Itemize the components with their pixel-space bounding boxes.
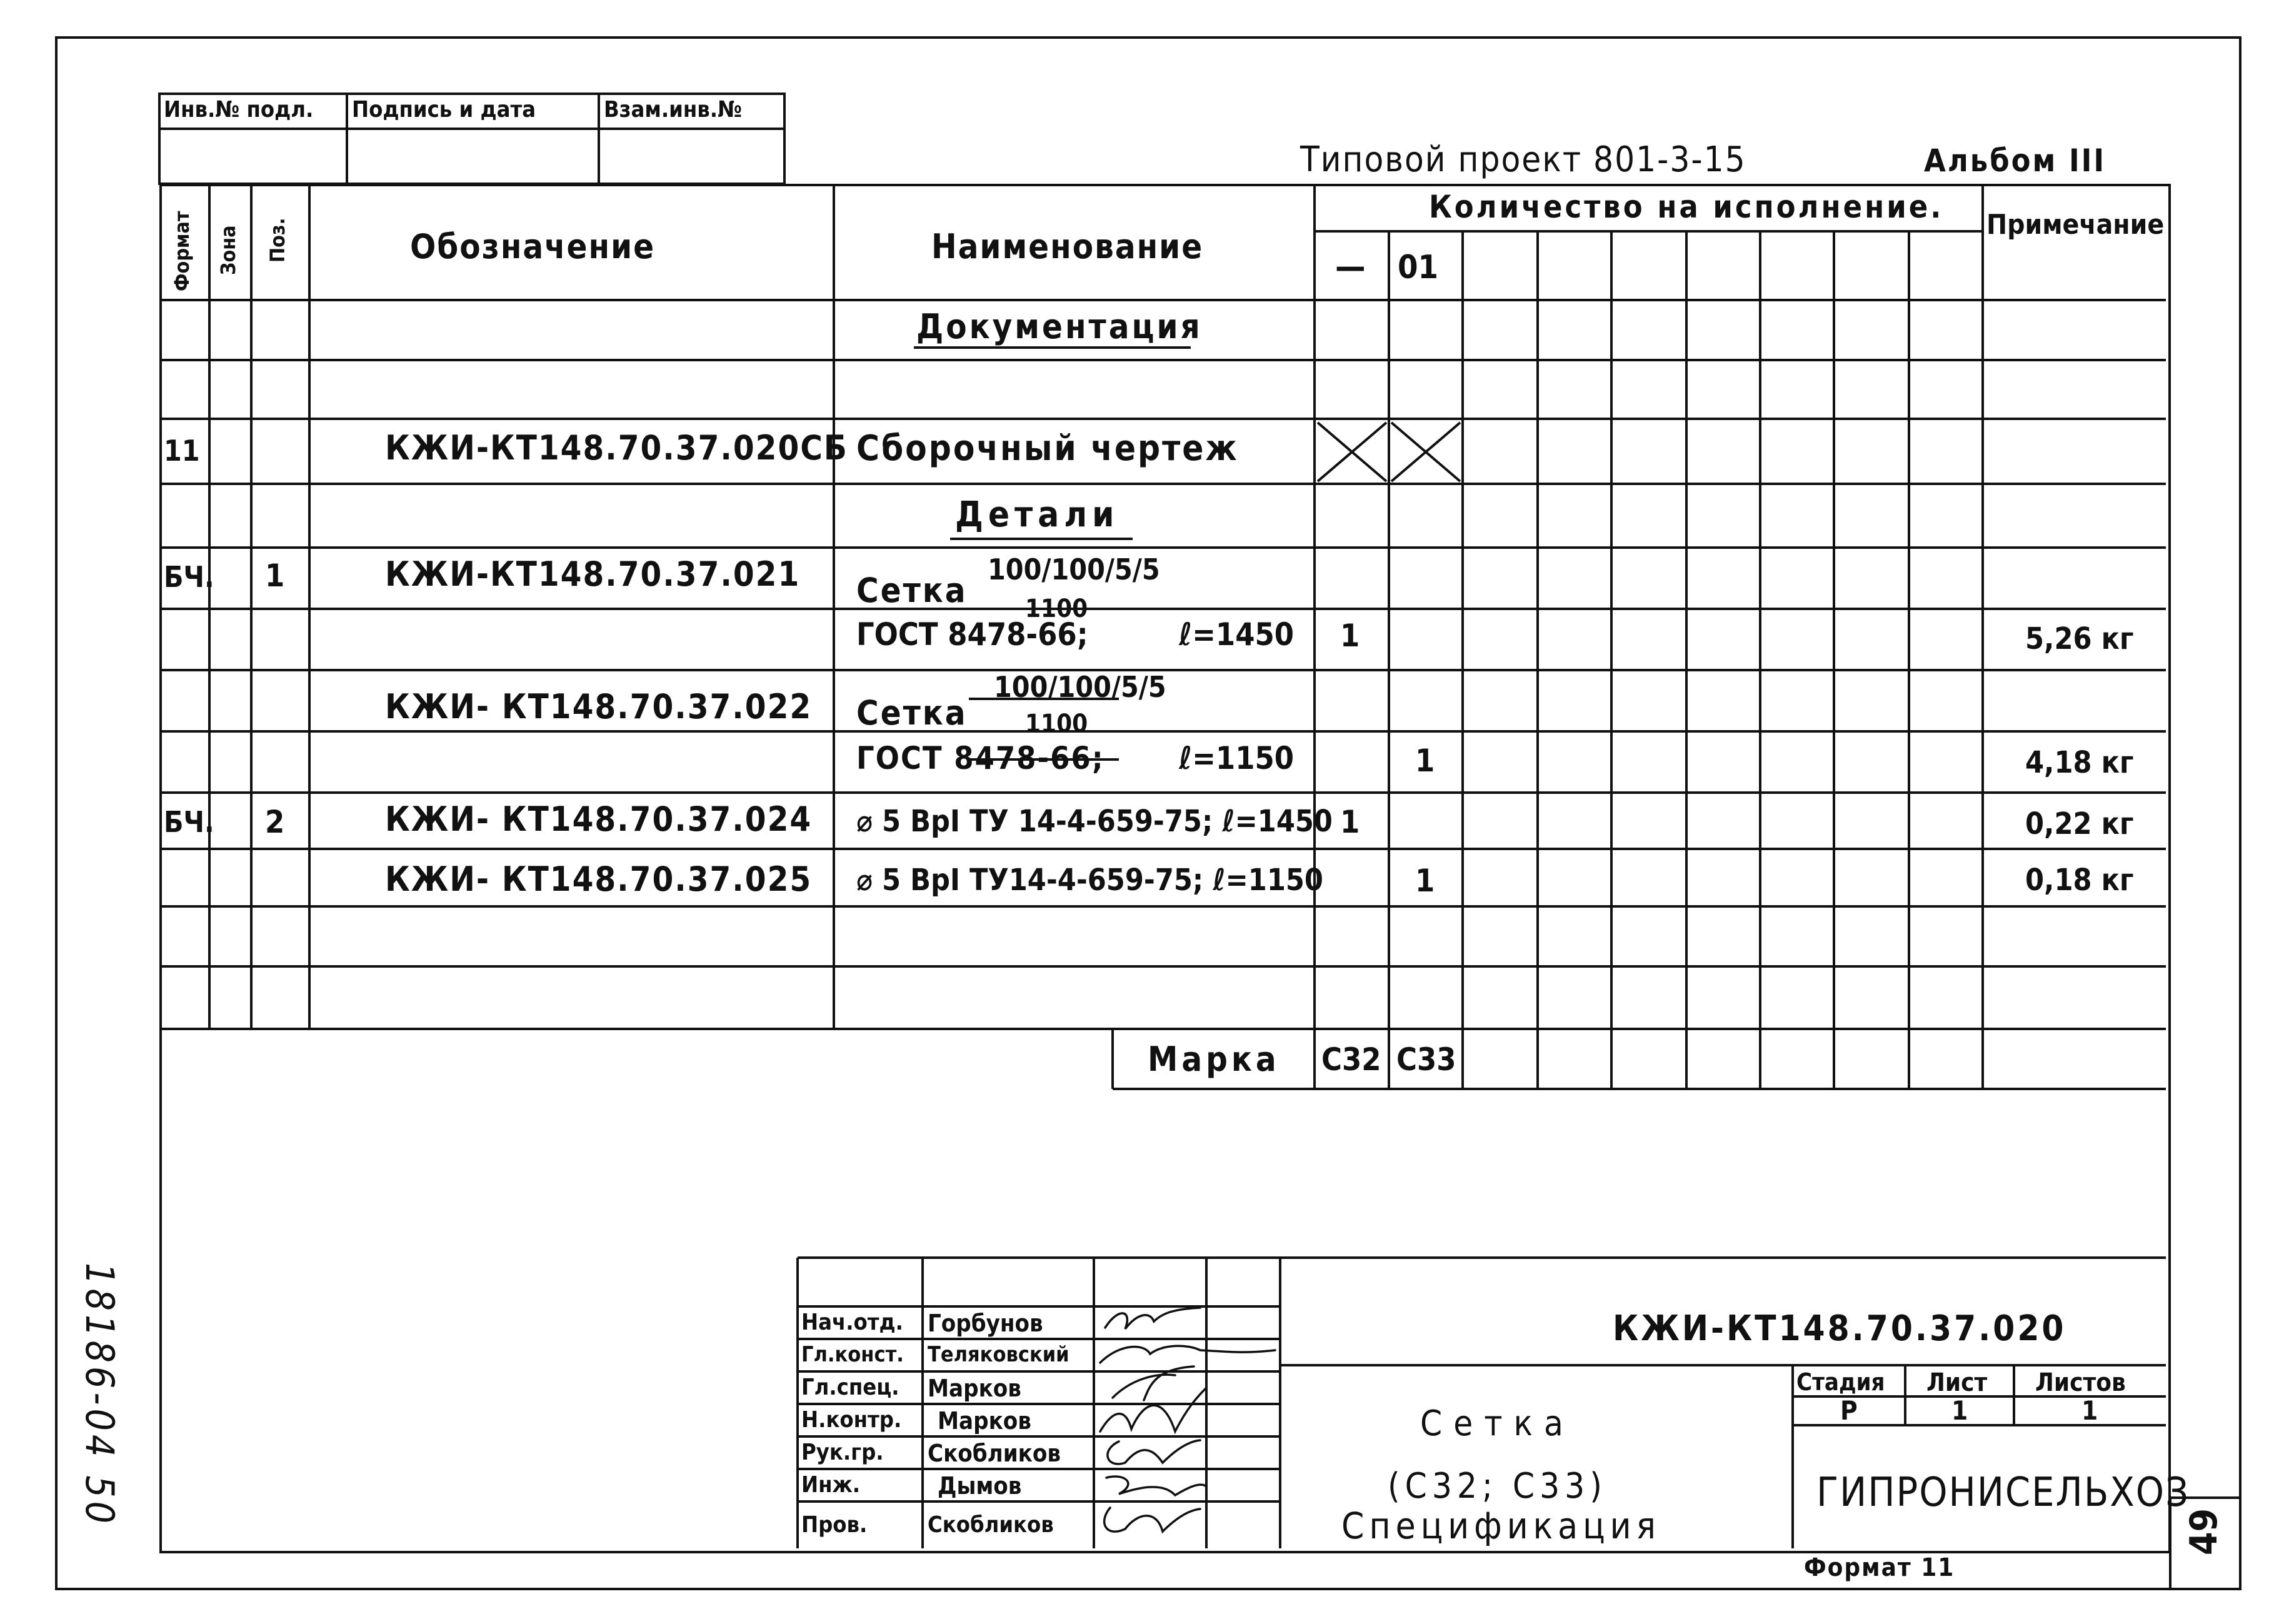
row-designation: КЖИ- КТ148.70.37.024	[385, 799, 813, 839]
row-name: ⌀ 5 ВрI ТУ 14-4-659-75; ℓ=1450	[856, 804, 1333, 839]
stage-value: Р	[1840, 1395, 1858, 1426]
role-name: Скобликов	[928, 1440, 1061, 1467]
project-number: Типовой проект 801-3-15	[1300, 139, 1746, 180]
role-label: Инж.	[801, 1472, 861, 1498]
row-length: ℓ=1450	[1179, 616, 1295, 653]
row-name: ГОСТ 8478-66;	[856, 740, 1104, 776]
row-note: 0,18 кг	[2025, 863, 2134, 898]
row-name: Сетка	[856, 693, 968, 733]
signature-7	[1104, 1508, 1200, 1531]
stamp-replace-label: Взам.инв.№	[604, 97, 742, 123]
header-variant-01: 01	[1398, 249, 1439, 286]
page-number: 49	[2182, 1508, 2226, 1555]
role-label: Нач.отд.	[801, 1310, 903, 1335]
sheets-label: Листов	[2035, 1368, 2126, 1397]
mesh-fraction-numerator: 100/100/5/5	[988, 553, 1160, 586]
title-line-3: Спецификация	[1341, 1505, 1661, 1547]
role-name: Марков	[938, 1407, 1031, 1435]
row-qty: 1	[1415, 863, 1435, 899]
row-designation: КЖИ-КТ148.70.37.021	[385, 554, 801, 594]
signature-1	[1105, 1308, 1200, 1329]
row-designation: КЖИ- КТ148.70.37.025	[385, 860, 813, 899]
stamp-sign-label: Подпись и дата	[352, 97, 536, 123]
role-label: Пров.	[801, 1512, 868, 1538]
section-documentation: Документация	[916, 307, 1203, 346]
marka-value-c33: С33	[1396, 1041, 1456, 1078]
header-format: Формат	[170, 211, 194, 291]
signature-3	[1113, 1366, 1194, 1400]
header-designation: Обозначение	[410, 227, 656, 266]
header-pos: Поз.	[266, 218, 289, 263]
section-details: Детали	[955, 494, 1119, 535]
row-designation: КЖИ- КТ148.70.37.022	[385, 687, 813, 726]
row-format: 11	[164, 434, 200, 468]
role-label: Н.контр.	[801, 1407, 902, 1433]
signature-5	[1108, 1440, 1200, 1464]
role-label: Гл.спец.	[801, 1375, 899, 1400]
marka-value-c32: С32	[1321, 1041, 1381, 1078]
title-line-1: Сетка	[1420, 1403, 1575, 1444]
row-name: ⌀ 5 ВрI ТУ14-4-659-75; ℓ=1150	[856, 863, 1323, 898]
role-name: Теляковский	[928, 1342, 1069, 1367]
row-length: ℓ=1150	[1179, 740, 1295, 776]
row-name: ГОСТ 8478-66;	[856, 616, 1088, 653]
sheet-value: 1	[1951, 1395, 1968, 1426]
title-line-2: (С32; С33)	[1388, 1466, 1607, 1506]
row-designation: КЖИ-КТ148.70.37.020СБ	[385, 428, 848, 468]
mesh-fraction-numerator: 100/100/5/5	[994, 670, 1166, 704]
signature-2	[1100, 1346, 1275, 1363]
role-name: Горбунов	[928, 1310, 1043, 1337]
row-note: 0,22 кг	[2025, 806, 2134, 841]
signature-6	[1106, 1476, 1206, 1495]
album-label: Альбом III	[1924, 143, 2106, 179]
header-quantity: Количество на исполнение.	[1429, 189, 1944, 225]
mesh-fraction-denominator: 1100	[1025, 709, 1088, 738]
archive-number: 18186-04 50	[77, 1263, 123, 1528]
row-qty: 1	[1340, 804, 1360, 840]
sheet-label: Лист	[1926, 1368, 1988, 1397]
row-qty: 1	[1415, 743, 1435, 779]
row-pos: 2	[265, 804, 285, 840]
marka-label: Марка	[1148, 1040, 1280, 1079]
header-variant-dash: —	[1335, 247, 1366, 286]
row-format: БЧ.	[164, 560, 214, 594]
role-label: Гл.конст.	[801, 1342, 904, 1367]
row-note: 5,26 кг	[2025, 621, 2134, 656]
drawing-code: КЖИ-КТ148.70.37.020	[1613, 1308, 2066, 1349]
role-name: Марков	[928, 1375, 1021, 1402]
header-note: Примечание	[1986, 209, 2165, 241]
header-name: Наименование	[931, 227, 1204, 266]
role-name: Дымов	[938, 1472, 1022, 1500]
sheets-value: 1	[2081, 1395, 2098, 1426]
role-name: Скобликов	[928, 1512, 1054, 1538]
mesh-fraction-denominator: 1100	[1025, 594, 1088, 623]
row-pos: 1	[265, 558, 285, 594]
stage-label: Стадия	[1796, 1368, 1885, 1396]
row-qty: 1	[1340, 618, 1360, 654]
row-format: БЧ.	[164, 805, 214, 839]
format-label: Формат 11	[1804, 1553, 1955, 1582]
stamp-inv-label: Инв.№ подл.	[164, 97, 314, 123]
organization: ГИПРОНИСЕЛЬХОЗ	[1816, 1470, 2190, 1516]
header-zone: Зона	[216, 225, 240, 275]
row-name: Сборочный чертеж	[856, 428, 1239, 469]
row-name: Сетка	[856, 571, 968, 610]
role-label: Рук.гр.	[801, 1440, 884, 1465]
row-note: 4,18 кг	[2025, 745, 2134, 780]
